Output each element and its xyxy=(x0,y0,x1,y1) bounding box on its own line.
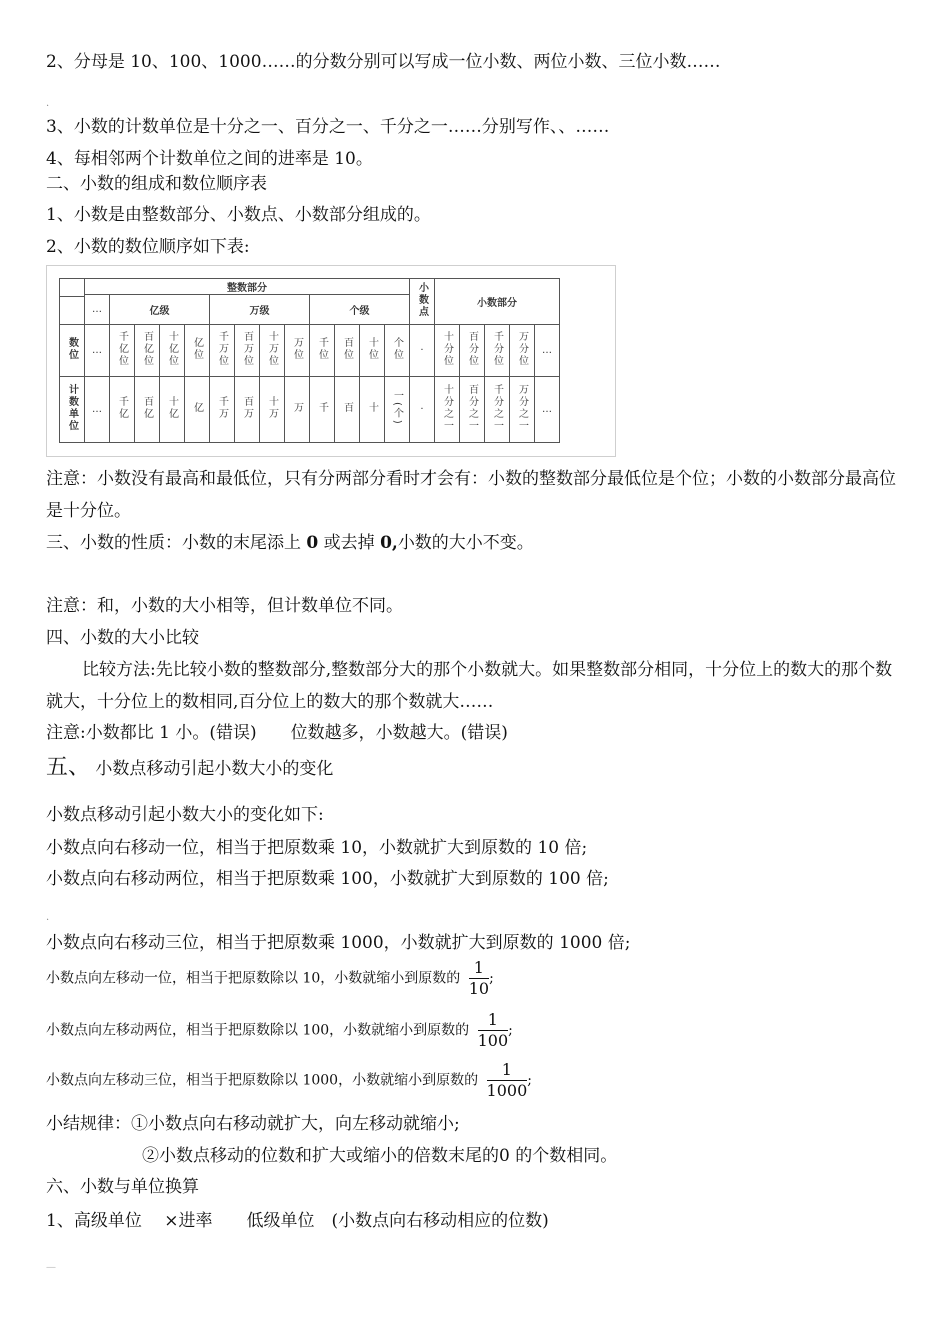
cell-unit: 一(个) xyxy=(385,377,410,443)
cell-position: 十万位 xyxy=(260,325,285,377)
move-right-2: 小数点向右移动两位，相当于把原数乘 100，小数就扩大到原数的 100 倍; xyxy=(46,869,609,889)
cell-unit: 万 xyxy=(285,377,310,443)
row-positions xyxy=(60,325,560,377)
place-value-table xyxy=(59,278,560,443)
ellipsis-cell: … xyxy=(85,295,110,325)
cell-unit: 亿 xyxy=(185,377,210,443)
row-label-position: 数位 xyxy=(60,325,85,377)
move-left-1 xyxy=(46,958,494,999)
row-units xyxy=(60,377,560,443)
semicolon: ; xyxy=(508,1022,513,1039)
row-label-unit: 计数单位 xyxy=(60,377,85,443)
cell-position: 万位 xyxy=(285,325,310,377)
cell-dec-position: 千分位 xyxy=(485,325,510,377)
cell-position: 千亿位 xyxy=(110,325,135,377)
move-intro: 小数点移动引起小数大小的变化如下: xyxy=(46,805,324,825)
cell-position: 百亿位 xyxy=(135,325,160,377)
move-left-3 xyxy=(46,1060,532,1101)
yi-level: 亿级 xyxy=(110,295,210,325)
move-left-2 xyxy=(46,1010,513,1051)
cell-position: 百万位 xyxy=(235,325,260,377)
fraction-1-10: $\frac{1}{10}$ xyxy=(468,958,490,998)
cell-unit: 十万 xyxy=(260,377,285,443)
h3-text: 三、小数的性质：小数的末尾添上 xyxy=(46,533,307,553)
cell-point: · xyxy=(410,377,435,443)
compare-method: 比较方法:先比较小数的整数部分,整数部分大的那个小数就大。如果整数部分相同，十分位上的数大的那个数就大，十分位上的数相同,百分位上的数大的那个数就大…… xyxy=(46,660,893,712)
cell-position: 百位 xyxy=(335,325,360,377)
cell-unit: 十 xyxy=(360,377,385,443)
cell-dec-unit: 千分之一 xyxy=(485,377,510,443)
cell-position: 个位 xyxy=(385,325,410,377)
cell-position: 十亿位 xyxy=(160,325,185,377)
ellipsis-cell: … xyxy=(535,325,560,377)
stray-dot: . xyxy=(46,98,50,109)
cell-dec-position: 十分位 xyxy=(435,325,460,377)
line-order-intro: 2、小数的数位顺序如下表: xyxy=(46,237,250,257)
note-equal: 注意：和，小数的大小相等，但计数单位不同。 xyxy=(46,596,403,616)
unit-conversion-1: 1、高级单位 ×进率 低级单位 (小数点向右移动相应的位数) xyxy=(46,1211,549,1231)
move-right-1: 小数点向右移动一位，相当于把原数乘 10，小数就扩大到原数的 10 倍; xyxy=(46,838,588,858)
cell-unit: 百 xyxy=(335,377,360,443)
fraction-1-100: $\frac{1}{100}$ xyxy=(477,1010,509,1050)
h3-zero: 0, xyxy=(380,533,398,553)
heading-4: 四、小数的大小比较 xyxy=(46,628,199,648)
cell-position: 十位 xyxy=(360,325,385,377)
h3-zero: 0 xyxy=(306,533,319,553)
ellipsis-cell: … xyxy=(535,377,560,443)
line-denominator: 2、分母是 10、100、1000……的分数分别可以写成一位小数、两位小数、三位小数…… xyxy=(46,52,721,72)
stray-dot: . xyxy=(46,912,50,923)
heading-6: 六、小数与单位换算 xyxy=(46,1177,199,1197)
cell-dec-unit: 十分之一 xyxy=(435,377,460,443)
cell-unit: 百亿 xyxy=(135,377,160,443)
move-left-text: 小数点向左移动两位，相当于把原数除以 100，小数就缩小到原数的 xyxy=(46,1022,470,1039)
h5-number: 五、 xyxy=(46,755,91,780)
line-rate: 4、每相邻两个计数单位之间的进率是 10。 xyxy=(46,149,373,169)
cell-position: 亿位 xyxy=(185,325,210,377)
cell-dec-unit: 百分之一 xyxy=(460,377,485,443)
cell-unit: 百万 xyxy=(235,377,260,443)
place-value-table-image xyxy=(46,265,616,457)
line-count-unit: 3、小数的计数单位是十分之一、百分之一、千分之一……分别写作、、…… xyxy=(46,117,610,137)
h3-text: 小数的大小不变。 xyxy=(397,533,534,553)
cell-unit: 千亿 xyxy=(110,377,135,443)
heading-2: 二、小数的组成和数位顺序表 xyxy=(46,174,267,194)
heading-5 xyxy=(46,755,334,780)
page-dash: — xyxy=(46,1262,56,1273)
summary-rule-1: 小结规律：①小数点向右移动就扩大，向左移动就缩小; xyxy=(46,1114,460,1134)
h3-text: 或去掉 xyxy=(318,533,381,553)
note-errors: 注意:小数都比 1 小。(错误) 位数越多，小数越大。(错误) xyxy=(46,723,508,743)
move-right-3: 小数点向右移动三位，相当于把原数乘 1000，小数就扩大到原数的 1000 倍; xyxy=(46,933,631,953)
cell-dec-unit: 万分之一 xyxy=(510,377,535,443)
cell-position: 千位 xyxy=(310,325,335,377)
semicolon: ; xyxy=(489,970,494,987)
cell-dec-position: 万分位 xyxy=(510,325,535,377)
fraction-1-1000: $\frac{1}{1000}$ xyxy=(486,1060,528,1100)
summary-rule-2: ②小数点移动的位数和扩大或缩小的倍数末尾的0 的个数相同。 xyxy=(142,1146,618,1166)
line-composition: 1、小数是由整数部分、小数点、小数部分组成的。 xyxy=(46,205,431,225)
ellipsis-cell: … xyxy=(85,325,110,377)
ellipsis-cell: … xyxy=(85,377,110,443)
cell-dec-position: 百分位 xyxy=(460,325,485,377)
h5-text: 小数点移动引起小数大小的变化 xyxy=(95,759,334,779)
heading-3 xyxy=(46,533,534,553)
cell-point: · xyxy=(410,325,435,377)
move-left-text: 小数点向左移动一位，相当于把原数除以 10，小数就缩小到原数的 xyxy=(46,970,461,987)
move-left-text: 小数点向左移动三位，相当于把原数除以 1000，小数就缩小到原数的 xyxy=(46,1072,479,1089)
cell-position: 千万位 xyxy=(210,325,235,377)
semicolon: ; xyxy=(527,1072,532,1089)
wan-level: 万级 xyxy=(210,295,310,325)
cell-unit: 十亿 xyxy=(160,377,185,443)
cell-unit: 千 xyxy=(310,377,335,443)
integer-part-header: 整数部分 xyxy=(85,279,410,295)
note-highest-lowest: 注意：小数没有最高和最低位，只有分两部分看时才会有：小数的整数部分最低位是个位；小数的小数部分最高位是十分位。 xyxy=(46,469,896,521)
cell-unit: 千万 xyxy=(210,377,235,443)
decimal-point-header: 小数点 xyxy=(410,279,435,325)
decimal-part-header: 小数部分 xyxy=(435,279,560,325)
ge-level: 个级 xyxy=(310,295,410,325)
